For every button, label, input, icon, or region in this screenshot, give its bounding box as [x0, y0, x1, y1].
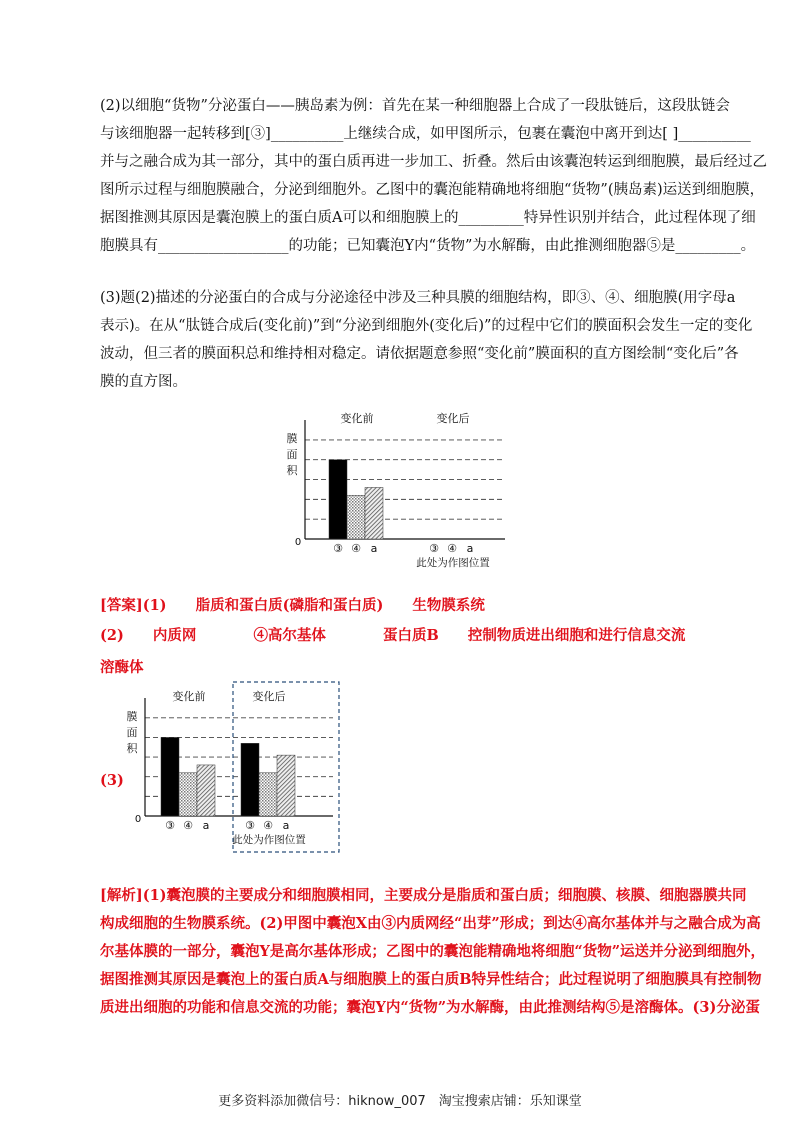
group-caption: 此处为作图位置	[232, 834, 306, 846]
bar	[241, 743, 259, 816]
tick-label: ④	[183, 819, 193, 832]
answer-2e: 溶酶体	[100, 659, 144, 676]
solution-line: 构成细胞的生物膜系统。(2)甲图中囊泡X由③内质网经“出芽”形成；到达④高尔基体并与之融合成为高	[100, 915, 761, 932]
q3-line: 膜的直方图。	[100, 374, 187, 390]
answer-histogram	[115, 680, 340, 855]
group-title: 变化前	[340, 412, 374, 425]
q2-line: 并与之融合成为其一部分，其中的蛋白质再进一步加工、折叠。然后由该囊泡转运到细胞膜，最后经过乙	[100, 154, 767, 170]
tick-label: a	[202, 819, 210, 832]
answer-label: [答案](1)	[100, 597, 167, 614]
tick-label: ④	[263, 819, 273, 832]
tick-label: a	[370, 542, 378, 555]
bar	[347, 495, 365, 539]
answer-2-label: (2)	[100, 627, 124, 644]
tick-label: ④	[351, 542, 361, 555]
solution-line: 据图推测其原因是囊泡上的蛋白质A与细胞膜上的蛋白质B特异性结合；此过程说明了细胞膜具有控制物	[100, 971, 762, 988]
q2-line: 与该细胞器一起转移到[③]__________上继续合成，如甲图所示，包裹在囊泡中离开到达[ ]__________	[100, 126, 751, 142]
answer-2a: 内质网	[152, 627, 197, 644]
y-axis-label-char: 面	[126, 726, 138, 739]
group-title: 变化后	[252, 690, 286, 703]
y-axis-label-char: 积	[286, 464, 298, 477]
question-histogram	[280, 405, 520, 575]
answer-line-1	[100, 594, 509, 615]
page-footer: 更多资料添加微信号：hiknow_007 淘宝搜索店铺：乐知课堂	[218, 1094, 582, 1109]
group-title: 变化前	[172, 690, 206, 703]
q3-line: 表示)。在从“肽链合成后(变化前)”到“分泌到细胞外(变化后)”的过程中它们的膜面积会发生一定的变化	[100, 318, 753, 334]
q2-line: 胞膜具有__________________的功能；已知囊泡Y内“货物”为水解酶，由此推测细胞器⑤是_________。	[100, 238, 756, 254]
question-2-paragraph	[100, 92, 767, 260]
answer-2c: 蛋白质B	[383, 627, 439, 644]
bar	[197, 765, 215, 816]
solution-line: 质进出细胞的功能和信息交流的功能；囊泡Y内“货物”为水解酶，由此推测结构⑤是溶酶体。(3)分泌蛋	[100, 999, 760, 1016]
solution-line: [解析](1)囊泡膜的主要成分和细胞膜相同，主要成分是脂质和蛋白质；细胞膜、核膜、细胞器膜共同	[100, 887, 747, 904]
answer-2d: 控制物质进出细胞和进行信息交流	[467, 627, 686, 644]
bar	[277, 755, 295, 816]
bar	[365, 487, 383, 539]
q2-line: 据图推测其原因是囊泡膜上的蛋白质A可以和细胞膜上的_________特异性识别并结合，此过程体现了细	[100, 210, 756, 226]
origin-label: 0	[134, 814, 142, 825]
q3-line: (3)题(2)描述的分泌蛋白的合成与分泌途径中涉及三种具膜的细胞结构，即③、④、细胞膜(用字母a	[100, 290, 736, 306]
origin-label: 0	[294, 537, 302, 548]
q2-line: 图所示过程与细胞膜融合，分泌到细胞外。乙图中的囊泡能精确地将细胞“货物”(胰岛素)运送到细胞膜，	[100, 182, 765, 198]
question-3-paragraph	[100, 284, 753, 396]
q2-line: (2)以细胞“货物”分泌蛋白——胰岛素为例：首先在某一种细胞器上合成了一段肽链后，这段肽链会	[100, 98, 730, 114]
bar	[179, 773, 197, 816]
y-axis-label-char: 面	[286, 448, 298, 461]
bar	[259, 773, 277, 816]
tick-label: a	[466, 542, 474, 555]
tick-label: ③	[245, 819, 255, 832]
solution-line: 尔基体膜的一部分，囊泡Y是高尔基体形成；乙图中的囊泡能精确地将细胞“货物”运送并分泌到细胞外，	[100, 943, 766, 960]
tick-label: ③	[165, 819, 175, 832]
group-title: 变化后	[436, 412, 470, 425]
answer-2b: ④高尔基体	[253, 627, 326, 644]
tick-label: ③	[429, 542, 439, 555]
bar	[329, 460, 347, 539]
answer-line-3	[100, 656, 168, 677]
answer-line-2	[100, 624, 709, 645]
answer-3-label: (3)	[100, 772, 124, 789]
tick-label: ③	[333, 542, 343, 555]
tick-label: ④	[447, 542, 457, 555]
answer-1b: 生物膜系统	[412, 597, 485, 614]
tick-label: a	[282, 819, 290, 832]
bar	[161, 737, 179, 816]
y-axis-label-char: 积	[126, 742, 138, 755]
q3-line: 波动，但三者的膜面积总和维持相对稳定。请依据题意参照“变化前”膜面积的直方图绘制“变化后”各	[100, 346, 739, 362]
y-axis-label-char: 膜	[126, 710, 138, 723]
answer-1a: 脂质和蛋白质(磷脂和蛋白质)	[195, 597, 384, 614]
solution-paragraph	[100, 882, 766, 1022]
y-axis-label-char: 膜	[286, 432, 298, 445]
group-caption: 此处为作图位置	[416, 557, 490, 569]
